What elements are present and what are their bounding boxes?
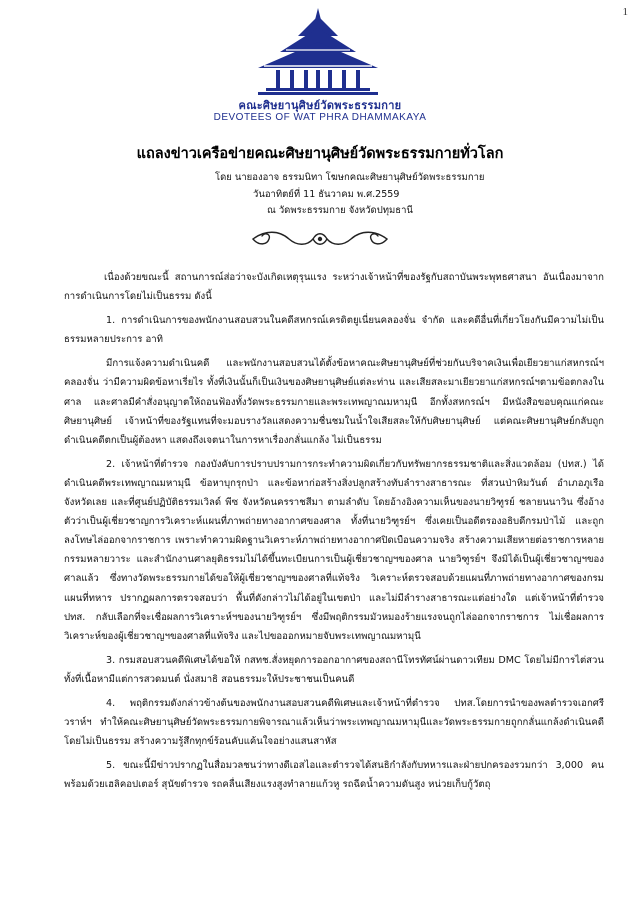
byline-author: โดย นายองอาจ ธรรมนิทา โฆษกคณะศิษยานุศิษย์วัดพระธรรมกาย: [215, 172, 485, 183]
paragraph-item-1: 1. การดำเนินการของพนักงานสอบสวนในคดีสหกรณ์เครดิตยูเนี่ยนคลองจั่น จำกัด และคดีอื่นที่เกี่ยวโยงกันมีความไม่เป็นธรรมหลายประการ อาทิ: [64, 315, 604, 346]
page-number: 1: [622, 6, 628, 18]
document-title: แถลงข่าวเครือข่ายคณะศิษยานุศิษย์วัดพระธรรมกายทั่วโลก: [136, 146, 504, 162]
paragraph-item-1-detail: มีการแจ้งความดำเนินคดี และพนักงานสอบสวนได้ตั้งข้อหาคณะศิษยานุศิษย์ที่ช่วยกันบริจาคเงินเพื่อเยียวยาแก่สหกรณ์ฯคลองจั่น ว่ามีความผิดข้อหาเรี่ยไร ทั้งที่เงินนั้นก็เป็นเงินของศิษยานุศิษย์แต่ละท่าน และเสียสละมาเยียวยาแก่สหกรณ์ฯตามข้อตกลงในศาล และศาลมีคำสั่งอนุญาตให้ถอนฟ้องทั้งวัดพระธรรมกายและพระเทพญาณมหามุนี อีกทั้งสหกรณ์ฯ มีหนังสือขอบคุณแก่คณะศิษยานุศิษย์ เจ้าหน้าที่ของรัฐแทนที่จะมอบรางวัลแสดงความชื่นชมในน้ำใจเสียสละให้กับศิษยานุศิษย์ แต่คณะศิษยานุศิษย์กลับถูกดำเนินคดีตกเป็นผู้ต้องหา แสดงถึงเจตนาในการหาเรื่องกลั่นแกล้ง ไม่เป็นธรรม: [64, 358, 604, 446]
byline-date: วันอาทิตย์ที่ 11 ธันวาคม พ.ศ.2559: [253, 188, 400, 200]
press-release-body: [64, 268, 604, 799]
paragraph-item-3: 3. กรมสอบสวนคดีพิเศษได้ขอให้ กสทช.สั่งหยุดการออกอากาศของสถานีโทรทัศน์ผ่านดาวเทียม DMC โดยไม่มีการไต่สวน ทั้งที่เนื้อหามีแต่การสวดมนต์ นั่งสมาธิ สอนธรรมะให้ประชาชนเป็นคนดี: [64, 654, 604, 685]
byline-block: [215, 170, 484, 220]
org-name-thai: คณะศิษยานุศิษย์วัดพระธรรมกาย: [238, 99, 402, 112]
byline-place: ณ วัดพระธรรมกาย จังหวัดปทุมธานี: [267, 205, 413, 216]
paragraph-item-5: 5. ขณะนี้มีข่าวปรากฏในสื่อมวลชนว่าทางดีเอสไอและตำรวจได้สนธิกำลังกับทหารและฝ่ายปกครองรวมกว่า 3,000 คน พร้อมด้วยเฮลิคอปเตอร์ สุนัขตำรวจ รถคลื่นเสียงแรงสูงทำลายแก้วหู รถฉีดน้ำความดันสูง หน่วยเก็บกู้วัตถุ: [64, 760, 604, 791]
paragraph-item-2: 2. เจ้าหน้าที่ตำรวจ กองบังคับการปราบปรามการกระทำความผิดเกี่ยวกับทรัพยากรธรรมชาติและสิ่งแวดล้อม (ปทส.) ได้ดำเนินคดีพระเทพญาณมหามุนี ข้อหาบุกรุกป่า และข้อหาก่อสร้างสิ่งปลูกสร้างทับลำรางสาธารณะ ที่สวนป่าหิมวันต์ อำเภอภูเรือ จังหวัดเลย และที่ศูนย์ปฏิบัติธรรมเวิลด์ พีซ จังหวัดนครราชสีมา ตามลำดับ โดยอ้างอิงความเห็นของนายวิฑูรย์ ชลายนนาวิน ซึ่งอ้างตัวว่าเป็นผู้เชี่ยวชาญการวิเคราะห์แผนที่ภาพถ่ายทางอากาศของศาล ทั้งที่นายวิฑูรย์ฯ ซึ่งเคยเป็นอดีตรองอธิบดีกรมป่าไม้ และถูกลงโทษไล่ออกจากราชการ เพราะทำความผิดฐานวิเคราะห์ภาพถ่ายทางอากาศปิดเบือนความจริง สร้างความเสียหายต่อราชการหลายกรรมหลายวาระ และสำนักงานศาลยุติธรรมไม่ได้ขึ้นทะเบียนการเป็นผู้เชี่ยวชาญฯของศาล นายวิฑูรย์ฯ จึงมิได้เป็นผู้เชี่ยวชาญฯของศาลแล้ว ซึ่งทางวัดพระธรรมกายได้ขอให้ผู้เชี่ยวชาญฯของศาลที่แท้จริง วิเคราะห์ตรวจสอบด้วยแผนที่ภาพถ่ายทางอากาศของกรมแผนที่ทหาร ปรากฏผลการตรวจสอบว่า พื้นที่ดังกล่าวไม่ได้อยู่ในเขตป่า และไม่มีลำรางสาธารณะแต่อย่างใด แต่เจ้าหน้าที่ตำรวจ ปทส. กลับเลือกที่จะเชื่อผลการวิเคราะห์ฯของนายวิฑูรย์ฯ ซึ่งมีพฤติกรรมมัวหมองร้ายแรงจนถูกไล่ออกจากราชการ ไม่เชื่อผลการวิเคราะห์ของผู้เชี่ยวชาญฯของศาลที่แท้จริง และไปขอออกหมายจับพระเทพญาณมหามุนี: [64, 458, 604, 642]
paragraph-item-4: 4. พฤติกรรมดังกล่าวข้างต้นของพนักงานสอบสวนคดีพิเศษและเจ้าหน้าที่ตำรวจ ปทส.โดยการนำของพลตำรวจเอกศรีวราห์ฯ ทำให้คณะศิษยานุศิษย์วัดพระธรรมกายพิจารณาแล้วเห็นว่าพระเทพญาณมหามุนีและวัดพระธรรมกายถูกกลั่นแกล้งดำเนินคดีโดยไม่เป็นธรรม สร้างความรู้สึกทุกข์ร้อนคับแค้นใจอย่างแสนสาหัส: [64, 697, 604, 748]
paragraph-intro: เนื่องด้วยขณะนี้ สถานการณ์ส่อว่าจะบังเกิดเหตุรุนแรง ระหว่างเจ้าหน้าที่ของรัฐกับสถาบันพระพุทธศาสนา อันเนื่องมาจากการดำเนินการโดยไม่เป็นธรรม ดังนี้: [64, 272, 604, 303]
scroll-ornament-icon: [245, 226, 395, 256]
org-name-english: DEVOTEES OF WAT PHRA DHAMMAKAYA: [213, 112, 427, 123]
